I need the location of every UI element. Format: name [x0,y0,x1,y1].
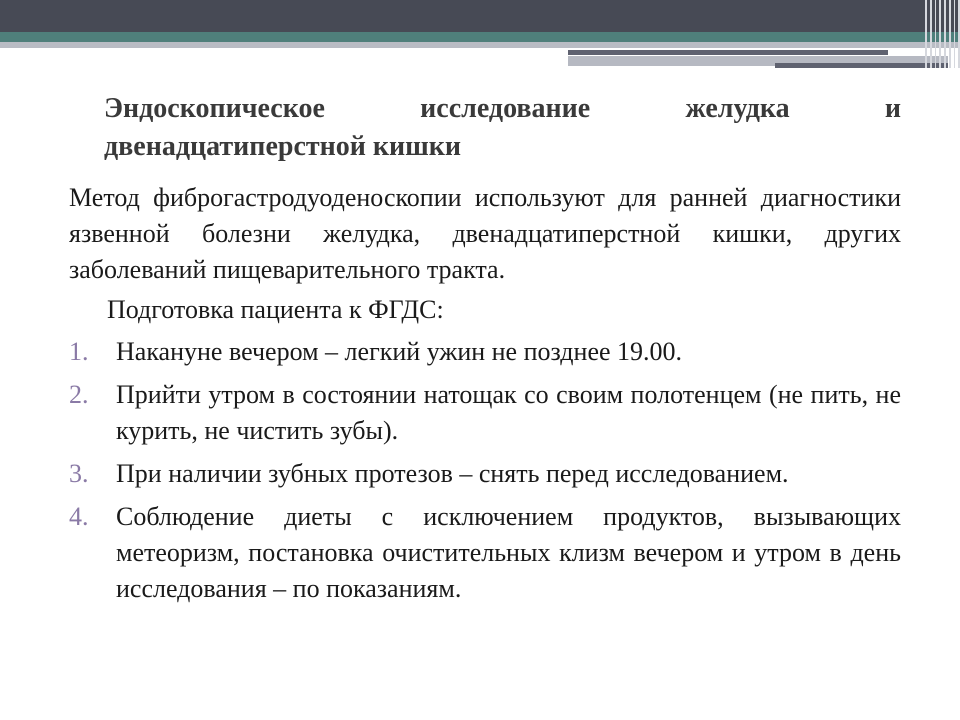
list-number: 4. [69,502,89,531]
list-item-text: Прийти утром в состоянии натощак со своим полотенцем (не пить, не курить, не чистить зубы). [116,380,901,445]
subheading: Подготовка пациента к ФГДС: [107,295,444,324]
list-item [69,377,901,449]
header-accent-bar [0,32,960,42]
decorative-line [775,63,948,68]
slide-title: Эндоскопическое исследование желудка и двенадцатиперстной кишки [104,93,901,162]
list-item [69,456,901,492]
decorative-stripes [925,0,960,68]
list-item-text: При наличии зубных протезов – снять перед исследованием. [116,459,789,488]
list-item-text: Соблюдение диеты с исключением продуктов, вызывающих метеоризм, постановка очистительных клизм вечером и утром в день исследования – по показаниям. [116,502,901,603]
list-number: 2. [69,380,89,409]
header-shadow-bar [0,42,960,48]
list-item-text: Накануне вечером – легкий ужин не позднее 19.00. [116,337,683,366]
list-number: 1. [69,337,89,366]
list-item [69,334,901,370]
decorative-line [568,50,888,55]
list-number: 3. [69,459,89,488]
slide-body [69,180,901,614]
preparation-list [69,334,901,607]
header-bar [0,0,960,32]
list-item [69,499,901,607]
intro-paragraph: Метод фиброгастродуоденоскопии используют для ранней диагностики язвенной болезни желудка, двенадцатиперстной кишки, других заболеваний пищеварительного тракта. [69,183,901,284]
